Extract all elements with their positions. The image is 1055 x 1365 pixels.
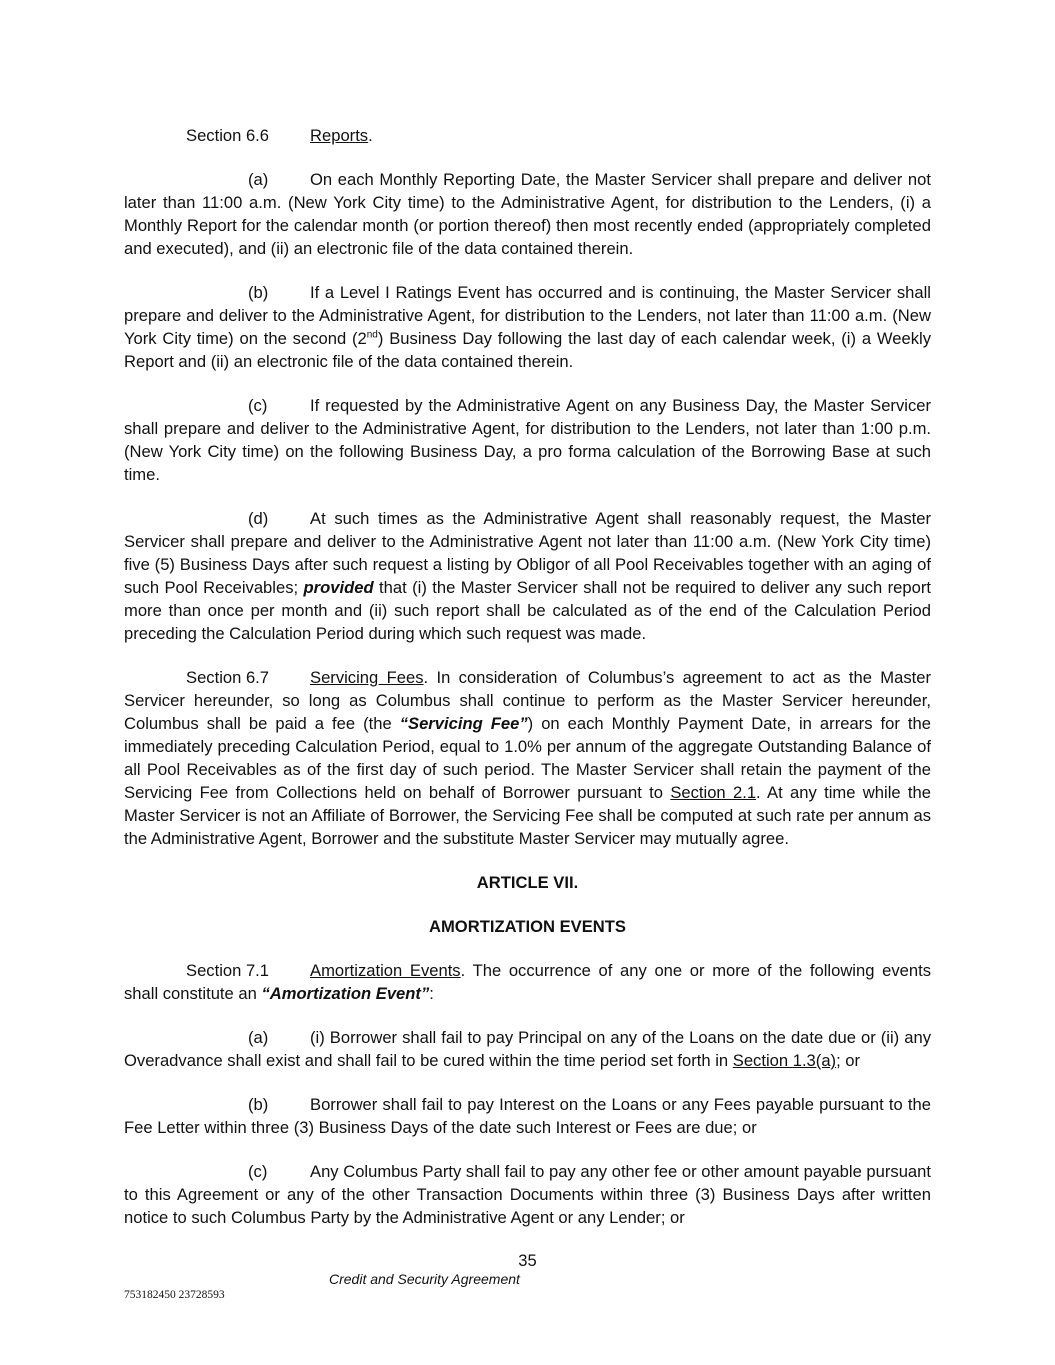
clause-label: (b): [248, 283, 269, 302]
section-6-7: [124, 666, 931, 850]
section-7-1-b: [124, 1093, 931, 1139]
section-text: . The occurrence of any one or more of the following events shall constitute an: [124, 961, 931, 1003]
section-7-1: [124, 959, 931, 1005]
clause-label: (d): [248, 509, 269, 528]
clause-text: If requested by the Administrative Agent on any Business Day, the Master Servicer shall prepare and deliver to the Administrative Agent, for distribution to the Lenders, not later than 1:00 p.m. (New York City time) on the following Business Day, a pro forma calculation of the Borrowing Base at such time.: [124, 396, 931, 484]
section-reference-link[interactable]: Section 2.1: [670, 783, 757, 802]
clause-text-cont: ) Business Day following the last day of each calendar week, (i) a Weekly Report and (ii) an electronic file of the data contained therein.: [124, 329, 931, 371]
clause-label: (c): [248, 1162, 268, 1181]
clause-text: Borrower shall fail to pay Interest on the Loans or any Fees payable pursuant to the Fee Letter within three (3) Business Days of the date such Interest or Fees are due; or: [124, 1095, 931, 1137]
section-text-cont: ) on each Monthly Payment Date, in arrears for the immediately preceding Calculation Period, equal to 1.0% per annum of the aggregate Outstanding Balance of all Pool Receivables as of the first day of such period. The Master Servicer shall retain the payment of the Servicing Fee from Collections held on behalf of Borrower pursuant to: [124, 714, 931, 802]
section-number: Section 7.1: [186, 961, 270, 980]
clause-label: (b): [248, 1095, 269, 1114]
section-6-6-d: [124, 507, 931, 645]
clause-label: (a): [248, 1028, 269, 1047]
footer-document-title: Credit and Security Agreement: [329, 1271, 520, 1287]
clause-text: On each Monthly Reporting Date, the Master Servicer shall prepare and deliver not later than 11:00 a.m. (New York City time) to the Administrative Agent, for distribution to the Lenders, (i) a Monthly Report for the calendar month (or portion thereof) then most recently ended (appropriately completed and executed), and (ii) an electronic file of the data contained therein.: [124, 170, 931, 258]
section-number: Section 6.7: [186, 668, 270, 687]
section-text-end: :: [429, 984, 434, 1003]
clause-text: (i) Borrower shall fail to pay Principal on any of the Loans on the date due or (ii) any Overadvance shall exist and shall fail to be cured within the time period set forth in: [124, 1028, 931, 1070]
document-page: [124, 124, 931, 1250]
section-text-end: . At any time while the Master Servicer is not an Affiliate of Borrower, the Servicing Fee shall be computed at such rate per annum as the Administrative Agent, Borrower and the substitute Master Servicer may mutually agree.: [124, 783, 931, 848]
section-6-6-heading: [124, 124, 931, 147]
defined-term: “Amortization Event”: [261, 984, 430, 1003]
ordinal-superscript: nd: [366, 329, 378, 341]
section-text: . In consideration of Columbus’s agreement to act as the Master Servicer hereunder, so long as Columbus shall continue to perform as the Master Servicer hereunder, Columbus shall be paid a fee (the: [124, 668, 931, 733]
document-id: 753182450 23728593: [124, 1289, 225, 1301]
section-number: Section 6.6: [186, 126, 270, 145]
provided-emphasis: provided: [303, 578, 374, 597]
section-title: Reports: [310, 126, 369, 145]
clause-label: (c): [248, 396, 268, 415]
section-title-suffix: .: [368, 126, 373, 145]
clause-text: Any Columbus Party shall fail to pay any other fee or other amount payable pursuant to this Agreement or any of the other Transaction Documents within three (3) Business Days after written notice to such Columbus Party by the Administrative Agent or any Lender; or: [124, 1162, 931, 1227]
clause-text: If a Level I Ratings Event has occurred and is continuing, the Master Servicer shall prepare and deliver to the Administrative Agent, for distribution to the Lenders, not later than 11:00 a.m. (New York City time) on the second (2: [124, 283, 931, 348]
section-title: Amortization Events: [310, 961, 461, 980]
page-number: 35: [518, 1251, 537, 1270]
article-number: ARTICLE VII.: [476, 873, 579, 892]
clause-text-cont: that (i) the Master Servicer shall not be required to deliver any such report more than once per month and (ii) such report shall be calculated as of the end of the Calculation Period preceding the Calculation Period during which such request was made.: [124, 578, 931, 643]
section-6-6-b: [124, 281, 931, 373]
section-6-6-a: [124, 168, 931, 260]
section-6-6-c: [124, 394, 931, 486]
section-7-1-c: [124, 1160, 931, 1229]
clause-label: (a): [248, 170, 269, 189]
clause-text: At such times as the Administrative Agent shall reasonably request, the Master Servicer shall prepare and deliver to the Administrative Agent not later than 11:00 a.m. (New York City time) five (5) Business Days after such request a listing by Obligor of all Pool Receivables together with an aging of such Pool Receivables;: [124, 509, 931, 597]
article-title: AMORTIZATION EVENTS: [429, 917, 626, 936]
clause-text-end: ; or: [836, 1051, 861, 1070]
section-reference-link[interactable]: Section 1.3(a): [732, 1051, 837, 1070]
defined-term: “Servicing Fee”: [399, 714, 528, 733]
section-7-1-a: [124, 1026, 931, 1072]
section-title: Servicing Fees: [310, 668, 424, 687]
